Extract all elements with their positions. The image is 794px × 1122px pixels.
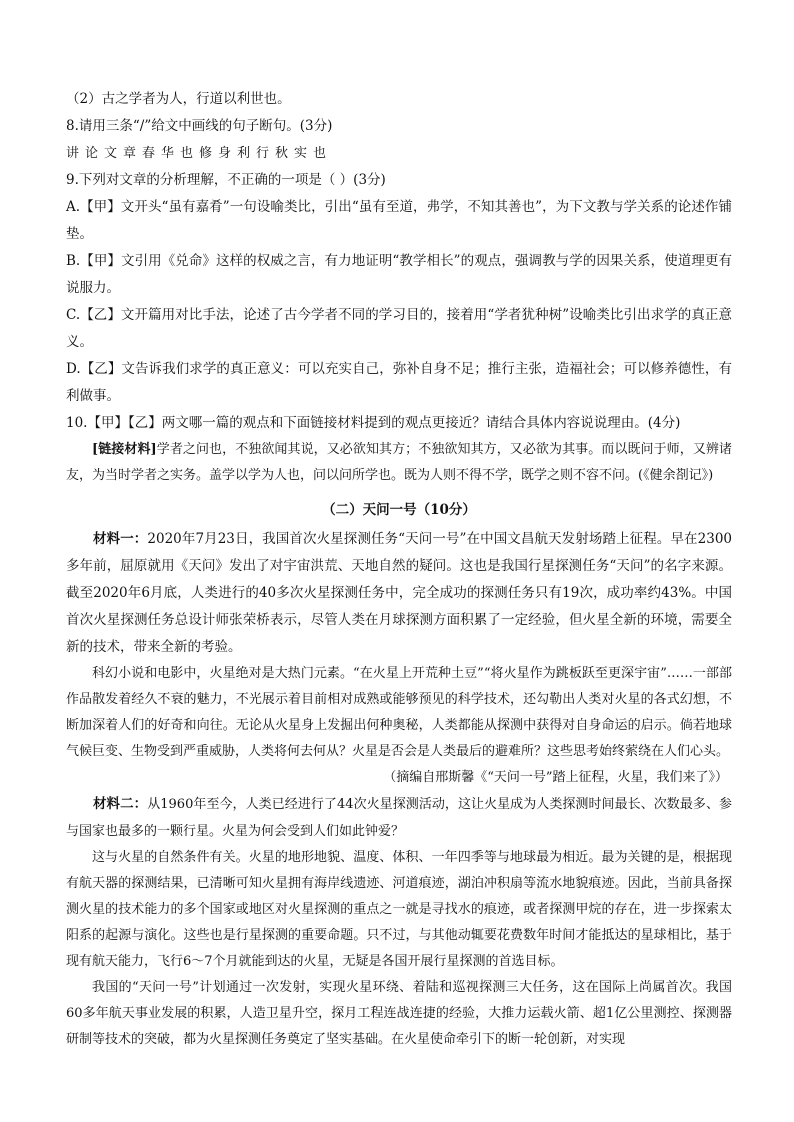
material-1-paragraph-2: 科幻小说和电影中，火星绝对是大热门元素。“在火星上开荒种土豆”“将火星作为跳板跃至更深宇宙”……一部部作品散发着经久不衰的魅力，不光展示着目前相对成熟或能够预见的科学技术，还勾勒出人类对火星的各式幻想，不断加深着人们的好奇和向往。无论从火星身上发掘出何种奥秘，人类都能从探测中获得对自身命运的启示。倘若地球气候巨变、生物受到严重威胁，人类将何去何从？火星是否会是人类最后的避难所？这些思考始终萦绕在人们心头。 [66, 666, 732, 759]
material-2-paragraph-2: 这与火星的自然条件有关。火星的地形地貌、温度、体积、一年四季等与地球最为相近。最为关键的是，根据现有航天器的探测结果，已清晰可知火星拥有海岸线遗迹、河道痕迹，湖泊冲积扇等流水地貌痕迹。因此，当前具备探测火星的技术能力的多个国家或地区对火星探测的重点之一就是寻找水的痕迹，或者探测甲烷的存在，进一步探索太阳系的起源与演化。这些也是行星探测的重要命题。只不过，与其他动辄要花费数年时间才能抵达的星球相比，基于现有航天能力，飞行6～7个月就能到达的火星，无疑是各国开展行星探测的首选目标。 [66, 850, 732, 969]
section-2-title: （二）天问一号（10分） [322, 502, 476, 518]
material-2-label: 材料二： [93, 796, 148, 812]
question-9-option-a: A.【甲】文开头“虽有嘉肴”一句设喻类比，引出“虽有至道，弗学，不知其善也”，为下文教与学关系的论述作铺垫。 [66, 199, 732, 242]
question-9-option-b: B.【甲】文引用《兑命》这样的权威之言，有力地证明“教学相长”的观点，强调教与学的因果关系，使道理更有说服力。 [66, 253, 732, 296]
link-material-label: [链接材料] [92, 442, 157, 457]
material-1-text: 2020年7月23日，我国首次火星探测任务“天问一号”在中国文昌航天发射场踏上征程。早在2300多年前，屈原就用《天问》发出了对宇宙洪荒、天地自然的疑问。这也是我国行星探测任务“天问”的名字来源。截至2020年6月底，人类进行的40多次火星探测任务中，完全成功的探测任务只有19次，成功率约43%。中国首次火星探测任务总设计师张荣桥表示，尽管人类在月球探测方面积累了一定经验，但火星全新的环境，需要全新的技术，带来全新的考验。 [66, 531, 732, 655]
material-1 [66, 526, 732, 661]
answer-line-2: （2）古之学者为人，行道以利世也。 [66, 91, 291, 107]
question-9: 9.下列对文章的分析理解，不正确的一项是（ ）(3分) [66, 172, 386, 188]
link-material [66, 437, 732, 489]
question-9-option-d: D.【乙】文告诉我们求学的真正意义：可以充实自己，弥补自身不足；推行主张，造福社会；可以修养德性，有利做事。 [66, 361, 732, 404]
material-1-source: （摘编自邢斯馨《“天问一号”踏上征程，火星，我们来了》） [383, 770, 728, 785]
question-8: 8.请用三条“/”给文中画线的句子断句。(3分) [66, 118, 333, 134]
question-9-option-c: C.【乙】文开篇用对比手法，论述了古今学者不同的学习目的，接着用“学者犹种树”设喻类比引出求学的真正意义。 [66, 307, 732, 350]
material-2 [66, 791, 732, 845]
material-1-label: 材料一： [93, 531, 148, 547]
question-8-sentence: 讲论文章春华也修身利行秋实也 [66, 146, 333, 161]
link-material-text: 学者之问也，不独欲闻其说，又必欲知其方；不独欲知其方，又必欲为其事。而以既问于师，又辨诸友，为当时学者之实务。盖学以学为人也，问以问所学也。既为人则不得不学，既学之则不容不问。(《健余剳记》) [66, 442, 732, 483]
material-2-text: 从1960年至今，人类已经进行了44次火星探测活动，这让火星成为人类探测时间最长、次数最多、参与国家也最多的一颗行星。火星为何会受到人们如此钟爱？ [66, 797, 732, 839]
material-2-paragraph-3: 我国的“天问一号”计划通过一次发射，实现火星环绕、着陆和巡视探测三大任务，这在国际上尚属首次。我国60多年航天事业发展的积累，人造卫星升空，探月工程连战连捷的经验，大推力运载火箭、超1亿公里测控、探测器研制等技术的突破，都为火星探测任务奠定了坚实基础。在火星使命牵引下的断一轮创新，对实现 [66, 980, 732, 1047]
question-10: 10.【甲】【乙】两文哪一篇的观点和下面链接材料提到的观点更接近？请结合具体内容说说理由。(4分) [66, 415, 681, 431]
